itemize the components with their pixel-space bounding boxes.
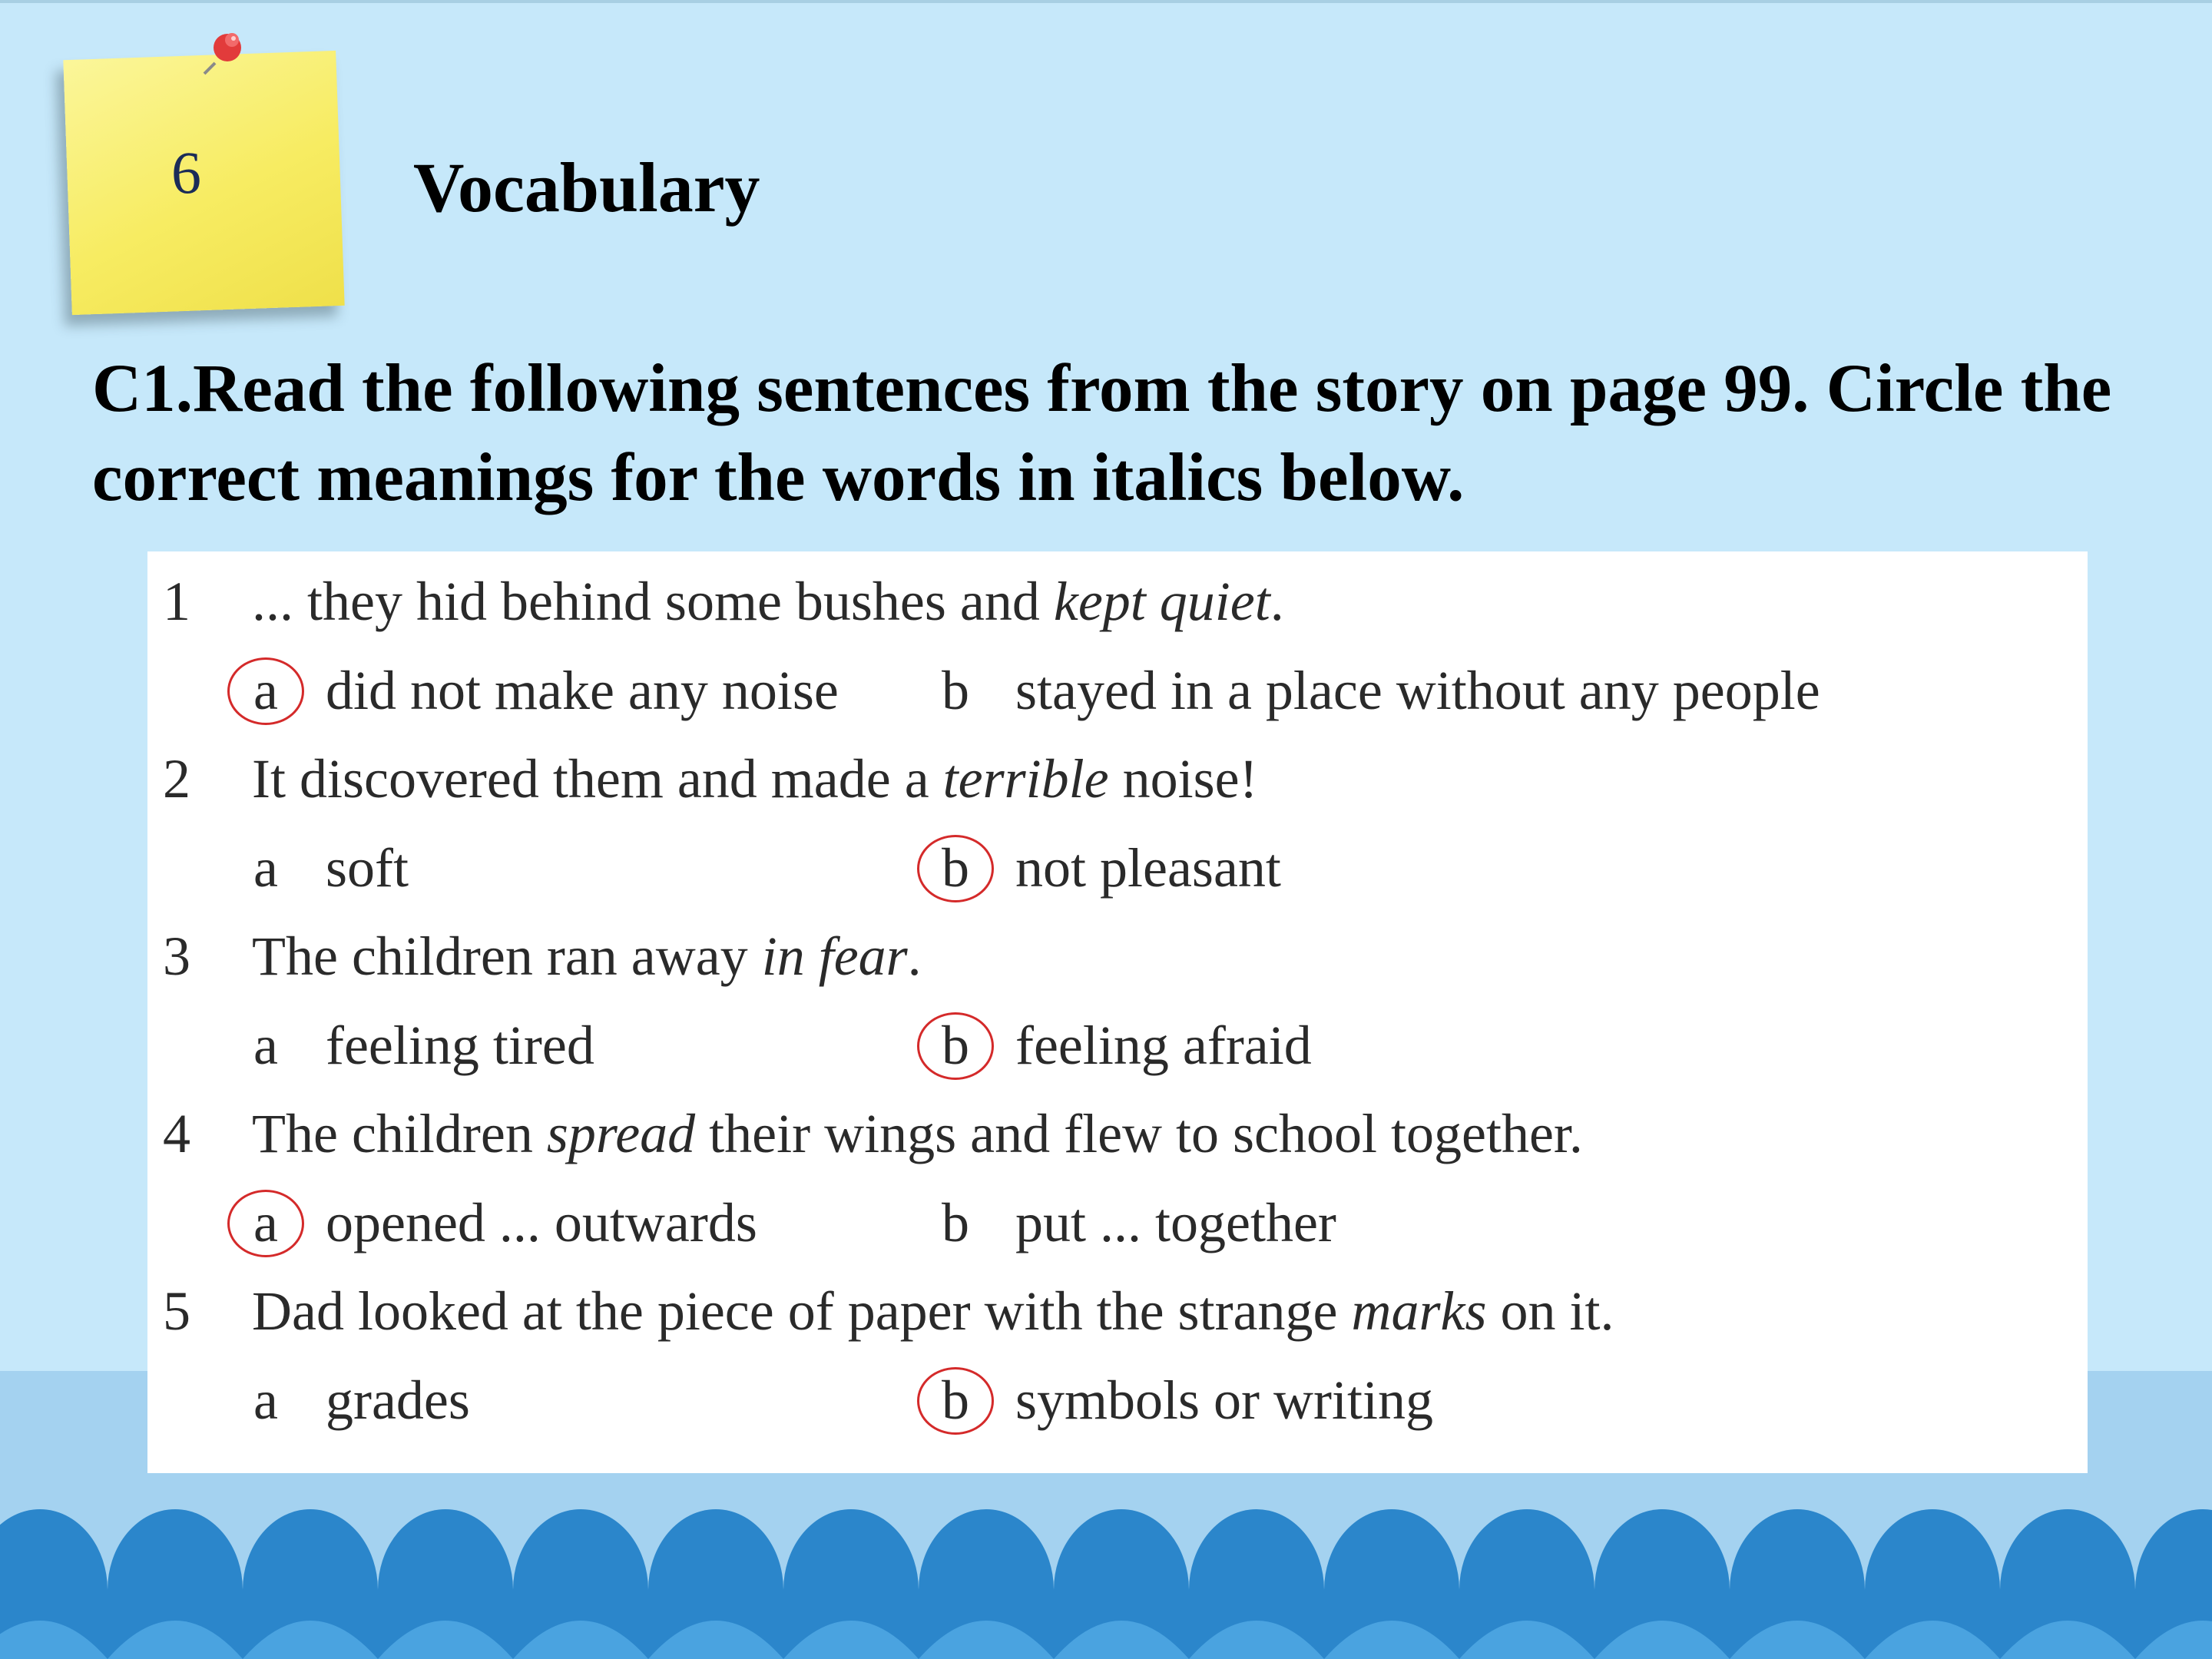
- answer-circle: [917, 835, 994, 902]
- question-text-after: on it.: [1486, 1280, 1614, 1342]
- question-text-before: The children ran away: [252, 926, 762, 987]
- option-b-text[interactable]: feeling afraid: [1015, 1015, 1312, 1076]
- question-row: [147, 1090, 2088, 1178]
- exercise-card: [147, 551, 2088, 1473]
- lesson-number: 6: [171, 139, 201, 206]
- question-number: 4: [163, 1103, 190, 1164]
- option-b-letter[interactable]: b: [942, 1192, 969, 1253]
- option-a-text[interactable]: grades: [326, 1369, 470, 1431]
- question-italic-word: in fear: [761, 926, 908, 987]
- option-b-letter[interactable]: b: [942, 837, 969, 899]
- question-text: [252, 912, 922, 1001]
- options-row: [147, 647, 2088, 735]
- option-b-letter[interactable]: b: [942, 1015, 969, 1076]
- question-italic-word: terrible: [942, 748, 1109, 810]
- option-a-letter[interactable]: a: [253, 660, 278, 721]
- question-row: [147, 1267, 2088, 1356]
- question-number: 5: [163, 1280, 190, 1342]
- option-a-text[interactable]: soft: [326, 837, 409, 899]
- option-b-letter[interactable]: b: [942, 660, 969, 721]
- question-number: 3: [163, 926, 190, 987]
- options-row: [147, 824, 2088, 912]
- question-text: [252, 1267, 1614, 1356]
- answer-circle: [227, 657, 304, 725]
- question-number: 2: [163, 748, 190, 810]
- option-a-text[interactable]: opened ... outwards: [326, 1192, 757, 1253]
- question-number: 1: [163, 571, 190, 632]
- answer-circle: [917, 1012, 994, 1080]
- top-rule: [0, 0, 2212, 3]
- option-b-text[interactable]: symbols or writing: [1015, 1369, 1434, 1431]
- question-text-after: noise!: [1108, 748, 1258, 810]
- question-text-after: .: [907, 926, 922, 987]
- pushpin-icon: [198, 23, 252, 77]
- question-row: [147, 558, 2088, 646]
- option-b-text[interactable]: put ... together: [1015, 1192, 1336, 1253]
- options-row: [147, 1179, 2088, 1267]
- question-italic-word: marks: [1351, 1280, 1487, 1342]
- question-text-before: Dad looked at the piece of paper with the strange: [252, 1280, 1352, 1342]
- option-b-text[interactable]: stayed in a place without any people: [1015, 660, 1820, 721]
- question-text-before: It discovered them and made a: [252, 748, 943, 810]
- question-row: [147, 912, 2088, 1001]
- option-a-letter[interactable]: a: [253, 837, 278, 899]
- option-b-text[interactable]: not pleasant: [1015, 837, 1281, 899]
- answer-circle: [227, 1190, 304, 1257]
- question-text: [252, 1090, 1583, 1178]
- option-a-letter[interactable]: a: [253, 1369, 278, 1431]
- options-row: [147, 1002, 2088, 1090]
- question-text-before: The children: [252, 1103, 547, 1164]
- question-italic-word: kept quiet: [1053, 571, 1270, 632]
- section-title: Vocabulary: [413, 148, 760, 227]
- option-a-text[interactable]: feeling tired: [326, 1015, 594, 1076]
- options-row: [147, 1356, 2088, 1445]
- option-b-letter[interactable]: b: [942, 1369, 969, 1431]
- question-row: [147, 735, 2088, 823]
- answer-circle: [917, 1367, 994, 1435]
- question-text: [252, 735, 1258, 823]
- question-text: [252, 558, 1284, 646]
- option-a-text[interactable]: did not make any noise: [326, 660, 839, 721]
- question-text-after: their wings and flew to school together.: [695, 1103, 1583, 1164]
- question-text-before: ... they hid behind some bushes and: [252, 571, 1054, 632]
- option-a-letter[interactable]: a: [253, 1192, 278, 1253]
- question-text-after: .: [1270, 571, 1284, 632]
- option-a-letter[interactable]: a: [253, 1015, 278, 1076]
- wave-decoration: [0, 1498, 2212, 1659]
- exercise-instruction: C1.Read the following sentences from the story on page 99. Circle the correct meanings for the words in italics below.: [92, 351, 2112, 515]
- question-italic-word: spread: [546, 1103, 696, 1164]
